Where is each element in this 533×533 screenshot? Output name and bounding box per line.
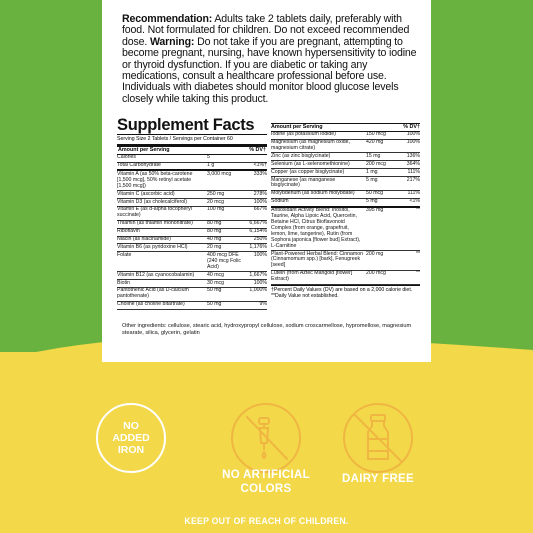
nutrient-name: Thiamin (as thiamin mononitrate): [117, 220, 193, 227]
facts-row: [271, 271, 420, 285]
nutrient-name: Sodium: [271, 198, 289, 205]
nutrient-amount: 80 mg: [207, 228, 222, 235]
recommendation-text: [122, 14, 422, 105]
artificial-line1: NO ARTIFICIAL: [222, 469, 310, 481]
nutrient-dv: 1,667%: [249, 271, 267, 278]
nutrient-amount: 100 mg: [207, 206, 225, 213]
nutrient-name: Manganese (as manganese bisglycinate): [271, 176, 336, 189]
facts-footnote: †Percent Daily Values (DV) are based on a 2,000 calorie diet. **Daily Value not established.: [271, 285, 420, 299]
serving-info: Serving Size 2 Tablets / Servings per Container 60: [117, 134, 267, 147]
nutrient-amount: 30 mcg: [207, 279, 225, 286]
facts-row: [117, 302, 267, 310]
nutrient-amount: 20 mg: [207, 243, 222, 250]
facts-row: [271, 140, 420, 154]
keep-out-warning: KEEP OUT OF REACH OF CHILDREN.: [184, 516, 349, 526]
milk-bottle-icon: [343, 403, 413, 473]
nutrient-name: Vitamin A (as 50% beta-carotene [1,500 mcg], 50% retinyl acetate [1,500 mcg]): [117, 170, 193, 189]
facts-row: [117, 272, 267, 280]
warning-body: Do not take if you are pregnant, attempting to become pregnant, nursing, have known hypersensitivity to iodine or thyroid dysfunction. If you are diabetic or taking any medications, consult a healthcare professional before use. Individuals with diabetes should monitor blood glucose levels closely while taking this product.: [122, 35, 417, 105]
nutrient-name: Copper (as copper bisglycinate): [271, 168, 345, 175]
facts-row: [117, 252, 267, 272]
nutrient-name: Molybdenum (as sodium molybdate): [271, 190, 355, 197]
nutrient-amount: 250 mg: [207, 190, 225, 197]
nutrient-dv: 100%: [253, 198, 267, 205]
nutrient-amount: 50 mg: [207, 301, 222, 308]
nutrient-amount: 40 mg: [207, 236, 222, 243]
nutrient-name: Vitamin D3 (as cholecalciferol): [117, 198, 187, 205]
nutrient-name: Magnesium (as magnesium oxide, magnesium citrate): [271, 139, 351, 151]
nutrient-name: Pantothenic Acid (as D-calcium pantothenate): [117, 287, 189, 300]
nutrient-dv: 6,154%: [249, 228, 267, 235]
nutrient-amount: 3,000 mcg: [207, 170, 232, 177]
nutrient-dv: 278%: [253, 190, 267, 197]
nutrient-name: Riboflavin: [117, 228, 140, 235]
nutrient-dv: 217%: [406, 176, 420, 183]
left-rows: [117, 155, 267, 310]
facts-row: [271, 169, 420, 177]
nutrient-dv: 111%: [407, 190, 420, 197]
supplement-facts-right: [271, 123, 420, 299]
recommendation-label: Recommendation:: [122, 13, 213, 25]
nutrient-dv: 333%: [253, 170, 267, 177]
header-dv-right: % DV†: [403, 124, 420, 130]
recommendation-body: Adults take 2 tablets daily, preferably with food. Not formulated for children. Do not exceed recommended dose.: [122, 13, 410, 48]
nutrient-dv: **: [415, 270, 420, 277]
nutrient-dv: <1%†: [253, 162, 267, 168]
facts-row: [117, 207, 267, 221]
nutrient-amount: 150 mcg: [366, 131, 386, 138]
nutrient-name: Plant-Powered Herbal Blend: Cinnamon (Cinnamomum spp.) [bark], Fenugreek [seed]: [271, 250, 363, 269]
nutrient-name: Selenium (as L-selenomethionine): [271, 160, 350, 167]
nutrient-amount: 5: [207, 154, 210, 161]
supplement-facts-title: Supplement Facts: [117, 116, 255, 134]
no-iron-line1: NO: [123, 420, 139, 432]
nutrient-amount: 1 mg: [366, 168, 378, 175]
nutrient-dv: 100%: [253, 279, 267, 286]
nutrient-dv: 364%: [406, 160, 420, 167]
nutrient-name: Iodine (as potassium iodide): [271, 131, 336, 138]
nutrient-amount: 40 mcg: [207, 271, 225, 278]
nutrient-dv: 6,667%: [249, 220, 267, 227]
nutrient-name: Vitamin B6 (as pyridoxine HCl): [117, 243, 188, 250]
nutrient-dv: 136%: [406, 152, 420, 159]
supplement-facts-left: [117, 116, 267, 310]
nutrient-amount: 200 mg: [366, 250, 384, 257]
header-amount: Amount per Serving: [118, 147, 170, 153]
facts-row: [117, 288, 267, 302]
nutrient-name: Choline (as choline bitartrate): [117, 301, 185, 308]
nutrient-dv: 1,176%: [249, 243, 267, 250]
nutrient-amount: 395 mg: [366, 207, 384, 214]
facts-row: [117, 244, 267, 252]
nutrient-amount: 5 mg: [366, 198, 378, 205]
nutrient-name: Calories: [117, 154, 137, 161]
nutrient-amount: 5 mg: [366, 176, 378, 183]
nutrient-amount: 15 mg: [366, 152, 381, 159]
other-ingredients: Other ingredients: cellulose, stearic acid, hydroxypropyl cellulose, sodium croscarmellose, hypromellose, magnesium stearate, silica, glycerin, gelatin: [122, 323, 412, 336]
header-dv: % DV†: [249, 147, 266, 153]
nutrient-name: Niacin (as niacinamide): [117, 236, 171, 243]
nutrient-name: Antioxidant Activity Blend: Inositol, Taurine, Alpha Lipoic Acid, Quercetin, Betaine HCl, Citrus Bioflavonoid Complex (from orange, grapefruit, lemon, lime, tangerine), Rutin (from Sophora japonica [flower bud] Extract), L-Carnitine: [271, 207, 361, 249]
nutrient-dv: 100%: [253, 251, 267, 258]
no-artificial-colors-label: [196, 468, 336, 496]
nutrient-name: Folate: [117, 251, 132, 258]
supplement-label: [102, 0, 431, 362]
facts-header: [117, 147, 267, 155]
artificial-line2: COLORS: [240, 483, 292, 495]
nutrient-name: Biotin: [117, 279, 130, 286]
facts-row: [271, 191, 420, 199]
no-iron-line3: IRON: [117, 444, 145, 456]
nutrient-amount: 200 mcg: [366, 160, 386, 167]
nutrient-dv: **: [415, 207, 420, 214]
nutrient-name: Vitamin B12 (as cyanocobalamin): [117, 271, 195, 278]
nutrient-dv: 9%: [259, 301, 267, 308]
nutrient-amount: 420 mg: [366, 139, 384, 145]
nutrient-dv: 100%: [406, 131, 420, 138]
nutrient-amount: 1 g: [207, 162, 215, 168]
facts-row: [117, 171, 267, 191]
nutrient-name: Total Carbohydrate: [117, 162, 161, 168]
no-iron-line2: ADDED: [112, 432, 150, 444]
nutrient-name: Lutein (from Aztec Marigold [flower] Extract): [271, 270, 353, 283]
facts-row: [271, 251, 420, 271]
facts-row: [271, 161, 420, 169]
nutrient-amount: 50 mcg: [366, 190, 384, 197]
nutrient-name: Zinc (as zinc bisglycinate): [271, 152, 331, 159]
facts-row: [271, 208, 420, 251]
nutrient-dv: 250%: [253, 236, 267, 243]
nutrient-name: Vitamin E (as d-alpha tocopheryl succinate): [117, 206, 192, 219]
warning-label: Warning:: [149, 35, 195, 48]
nutrient-dv: <1%: [409, 198, 420, 205]
nutrient-amount: 80 mg: [207, 220, 222, 227]
facts-row: [117, 191, 267, 199]
nutrient-amount: 20 mcg: [207, 198, 225, 205]
dairy-free-label: DAIRY FREE: [341, 473, 414, 485]
facts-row: [271, 177, 420, 191]
nutrient-amount: 400 mcg DFE (240 mcg Folic Acid): [207, 251, 242, 270]
header-amount-right: Amount per Serving: [271, 124, 323, 130]
nutrient-dv: [243, 155, 267, 161]
dropper-icon: [231, 403, 301, 473]
right-rows: [271, 132, 420, 285]
no-added-iron-badge: [96, 403, 166, 473]
nutrient-dv: 1,000%: [249, 287, 267, 294]
nutrient-amount: 50 mg: [207, 287, 222, 294]
nutrient-dv: **: [415, 250, 420, 257]
nutrient-amount: 200 mcg: [366, 270, 386, 277]
nutrient-name: Vitamin C (ascorbic acid): [117, 190, 175, 197]
nutrient-dv: 100%: [406, 139, 420, 145]
nutrient-dv: 667%: [253, 206, 267, 213]
nutrient-dv: 111%: [407, 168, 420, 175]
